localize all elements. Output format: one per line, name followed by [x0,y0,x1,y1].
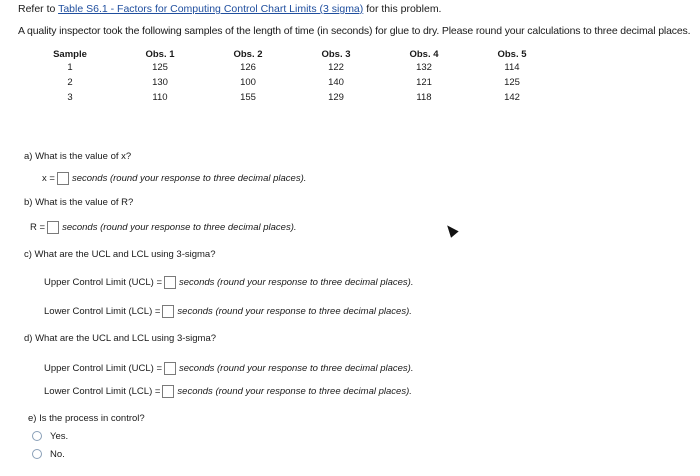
lcl-r-label: Lower Control Limit (LCL) = [44,386,161,398]
table-cell: 140 [328,77,344,88]
table-header-row [24,48,556,60]
col-header-obs2: Obs. 2 [233,48,263,60]
problem-header: Refer to Table S6.1 - Factors for Computing Control Chart Limits (3 sigma) for this problem. [18,3,442,15]
xbar-input[interactable] [57,172,69,185]
lcl-r-hint: seconds (round your response to three decimal places). [177,386,412,398]
table-cell: 121 [416,77,432,88]
table-cell: 125 [504,77,520,88]
lcl-r-row [44,385,412,398]
question-c: c) What are the UCL and LCL using 3-sigma? [24,249,216,260]
table-row [24,75,556,90]
answer-a-row [42,172,306,185]
ucl-x-row [44,276,413,289]
table-cell: 2 [67,77,73,88]
lcl-x-row [44,305,412,318]
table-row [24,90,556,105]
table-cell: 122 [328,62,344,73]
col-header-obs5: Obs. 5 [497,48,527,60]
ucl-r-hint: seconds (round your response to three decimal places). [179,363,414,375]
answer-b-row [30,221,297,234]
ucl-r-label: Upper Control Limit (UCL) = [44,363,162,375]
option-no[interactable] [32,449,65,460]
col-header-sample: Sample [53,48,87,60]
table-cell: 114 [504,62,520,73]
table-reference-link[interactable]: Table S6.1 - Factors for Computing Control Chart Limits (3 sigma) [58,3,364,15]
table-cell: 129 [328,92,344,103]
table-cell: 130 [152,77,168,88]
question-b: b) What is the value of R? [24,197,134,208]
option-yes-label: Yes. [50,431,69,442]
ucl-r-row [44,362,413,375]
radio-no[interactable] [32,449,42,459]
table-cell: 1 [67,62,73,73]
table-cell: 142 [504,92,520,103]
samples-table [24,48,556,105]
col-header-obs4: Obs. 4 [409,48,439,60]
rbar-label: R = [30,222,46,234]
question-e: e) Is the process in control? [28,413,145,424]
lcl-x-label: Lower Control Limit (LCL) = [44,306,161,318]
option-yes[interactable] [32,431,68,442]
table-cell: 118 [416,92,432,103]
mouse-cursor [443,222,458,238]
table-cell: 132 [416,62,432,73]
rbar-input[interactable] [47,221,59,234]
table-cell: 3 [67,92,73,103]
ucl-x-input[interactable] [164,276,176,289]
problem-intro: A quality inspector took the following samples of the length of time (in seconds) for glue to dry. Please round your calculations to three decimal places. [18,25,691,37]
table-cell: 126 [240,62,256,73]
question-d: d) What are the UCL and LCL using 3-sigma? [24,333,217,344]
table-row [24,60,556,75]
option-no-label: No. [50,449,65,460]
ucl-x-label: Upper Control Limit (UCL) = [44,277,162,289]
lcl-x-hint: seconds (round your response to three decimal places). [177,306,412,318]
col-header-obs1: Obs. 1 [145,48,175,60]
lcl-x-input[interactable] [162,305,174,318]
radio-yes[interactable] [32,431,42,441]
col-header-obs3: Obs. 3 [321,48,351,60]
answer-a-hint: seconds (round your response to three decimal places). [71,173,307,185]
ucl-x-hint: seconds (round your response to three decimal places). [179,277,414,289]
lcl-r-input[interactable] [162,385,174,398]
table-cell: 100 [240,77,256,88]
ucl-r-input[interactable] [164,362,176,375]
xbar-label: x = [42,173,55,185]
table-cell: 155 [240,92,256,103]
answer-b-hint: seconds (round your response to three decimal places). [62,222,297,234]
table-cell: 110 [152,92,168,103]
question-a: a) What is the value of x? [24,151,132,162]
table-cell: 125 [152,62,168,73]
